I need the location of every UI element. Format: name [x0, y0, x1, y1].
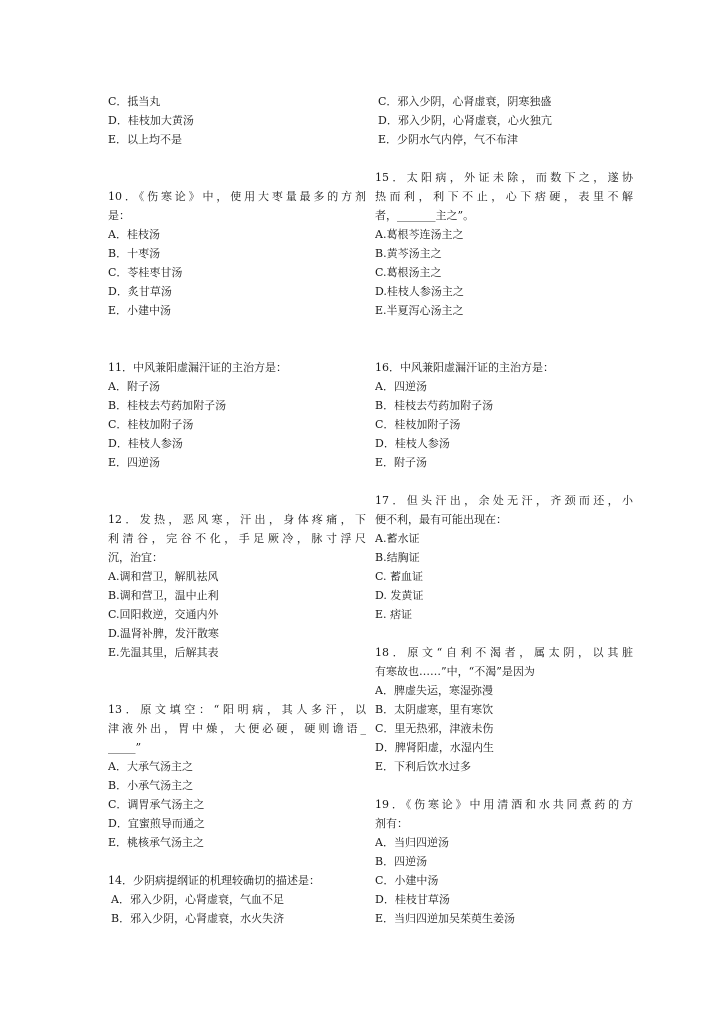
option-a: A.葛根芩连汤主之	[375, 228, 464, 241]
option-e: E．桃核承气汤主之	[108, 836, 205, 849]
question-13	[108, 700, 366, 852]
question-12	[108, 510, 366, 662]
option-e: E.先温其里，后解其表	[108, 646, 219, 659]
option-b: B．十枣汤	[108, 247, 161, 260]
option-d: D.温肾补脾，发汗散寒	[108, 627, 219, 640]
option-c: C. 蓄血证	[375, 570, 424, 583]
option-a: A.调和营卫，解肌祛风	[108, 570, 219, 583]
question-stem: 10．《伤寒论》中，使用大枣量最多的方剂	[108, 190, 366, 203]
option-d: D．桂枝甘草汤	[375, 893, 450, 906]
option-e: E．当归四逆加吴茱萸生姜汤	[375, 912, 516, 925]
option-b: B.调和营卫，温中止利	[108, 589, 219, 602]
question-stem: 14．少阴病提纲证的机理较确切的描述是：	[108, 874, 320, 887]
option-c: C．苓桂枣甘汤	[108, 266, 183, 279]
option-b: B．四逆汤	[375, 855, 428, 868]
option-c: C．抵当丸	[108, 95, 161, 108]
option-b: B．邪入少阴，心肾虚衰，水火失济	[111, 912, 285, 925]
option-a: A．四逆汤	[375, 380, 427, 393]
question-14	[108, 871, 366, 928]
option-c: C．邪入少阴，心肾虚衰，阴寒独盛	[378, 95, 552, 108]
option-e: E．以上均不是	[108, 133, 183, 146]
question-stem: 17．但头汗出，余处无汗，齐颈而还，小	[375, 494, 633, 507]
option-d: D．桂枝加大黄汤	[108, 114, 194, 127]
option-e: E．下利后饮水过多	[375, 760, 472, 773]
question-stem: 16．中风兼阳虚漏汗证的主治方是：	[375, 361, 554, 374]
question-stem: 沉，治宜：	[108, 551, 163, 564]
question-stem: 是：	[108, 209, 130, 222]
option-a: A.蓄水证	[375, 532, 420, 545]
question-stem: _____”	[108, 741, 142, 754]
option-e: E．小建中汤	[108, 304, 172, 317]
option-b: B．太阴虚寒，里有寒饮	[375, 703, 494, 716]
question-stem: 便不利，最有可能出现在：	[375, 513, 507, 526]
option-a: A．大承气汤主之	[108, 760, 193, 773]
question-15	[375, 168, 633, 320]
option-a: A．附子汤	[108, 380, 160, 393]
option-b: B．小承气汤主之	[108, 779, 194, 792]
question-10	[108, 187, 366, 320]
option-a: A．当归四逆汤	[375, 836, 449, 849]
option-e: E. 痞证	[375, 608, 413, 621]
option-e: E．四逆汤	[108, 456, 161, 469]
option-a: A．桂枝汤	[108, 228, 160, 241]
option-d: D．桂枝人参汤	[108, 437, 183, 450]
option-d: D．邪入少阴，心肾虚衰，心火独亢	[378, 114, 552, 127]
option-d: D．脾肾阳虚，水湿内生	[375, 741, 494, 754]
option-e: E.半夏泻心汤主之	[375, 304, 464, 317]
question-16	[375, 358, 633, 472]
option-b: B．桂枝去芍药加附子汤	[108, 399, 227, 412]
question-stem: 剂有：	[375, 817, 408, 830]
question-9-tail	[108, 92, 366, 149]
option-c: C．调胃承气汤主之	[108, 798, 205, 811]
option-c: C.葛根汤主之	[375, 266, 442, 279]
question-11	[108, 358, 366, 472]
option-e: E．少阴水气内停，气不布津	[378, 133, 519, 146]
option-a: A．邪入少阴，心肾虚衰，气血不足	[111, 893, 284, 906]
question-stem: 热而利，利下不止，心下痞硬，表里不解	[375, 190, 633, 203]
option-c: C．桂枝加附子汤	[108, 418, 194, 431]
question-stem: 者，_______主之”。	[375, 209, 475, 222]
question-19	[375, 795, 633, 928]
question-stem: 18．原文“自利不渴者，属太阴，以其脏	[375, 646, 633, 659]
question-18	[375, 643, 633, 776]
option-e: E．附子汤	[375, 456, 428, 469]
option-b: B.黄芩汤主之	[375, 247, 442, 260]
option-d: D．宜蜜煎导而通之	[108, 817, 205, 830]
question-stem: 13．原文填空：“阳明病，其人多汗，以	[108, 703, 366, 716]
option-a: A．脾虚失运，寒湿弥漫	[375, 684, 493, 697]
question-stem: 津液外出，胃中燥，大便必硬，硬则谵语_	[108, 722, 366, 735]
question-stem: 15．太阳病，外证未除，而数下之，遂协	[375, 171, 633, 184]
option-d: D．炙甘草汤	[108, 285, 172, 298]
option-d: D.桂枝人参汤主之	[375, 285, 464, 298]
option-c: C．里无热邪，津液未伤	[375, 722, 494, 735]
option-c: C．桂枝加附子汤	[375, 418, 461, 431]
question-17	[375, 491, 633, 624]
option-d: D. 发黄证	[375, 589, 424, 602]
question-stem: 12．发热，恶风寒，汗出，身体疼痛，下	[108, 513, 366, 526]
left-column	[108, 92, 366, 928]
question-stem: 11．中风兼阳虚漏汗证的主治方是：	[108, 361, 287, 374]
option-d: D．桂枝人参汤	[375, 437, 450, 450]
question-14-tail	[375, 92, 633, 149]
right-column	[375, 92, 633, 928]
option-c: C．小建中汤	[375, 874, 439, 887]
question-stem: 19．《伤寒论》中用清酒和水共同煮药的方	[375, 798, 633, 811]
question-stem: 利清谷，完谷不化，手足厥冷，脉寸浮尺	[108, 532, 366, 545]
question-stem: 有寒故也……”中，“不渴”是因为	[375, 665, 535, 678]
option-b: B.结胸证	[375, 551, 420, 564]
option-c: C.回阳救逆，交通内外	[108, 608, 219, 621]
option-b: B．桂枝去芍药加附子汤	[375, 399, 494, 412]
